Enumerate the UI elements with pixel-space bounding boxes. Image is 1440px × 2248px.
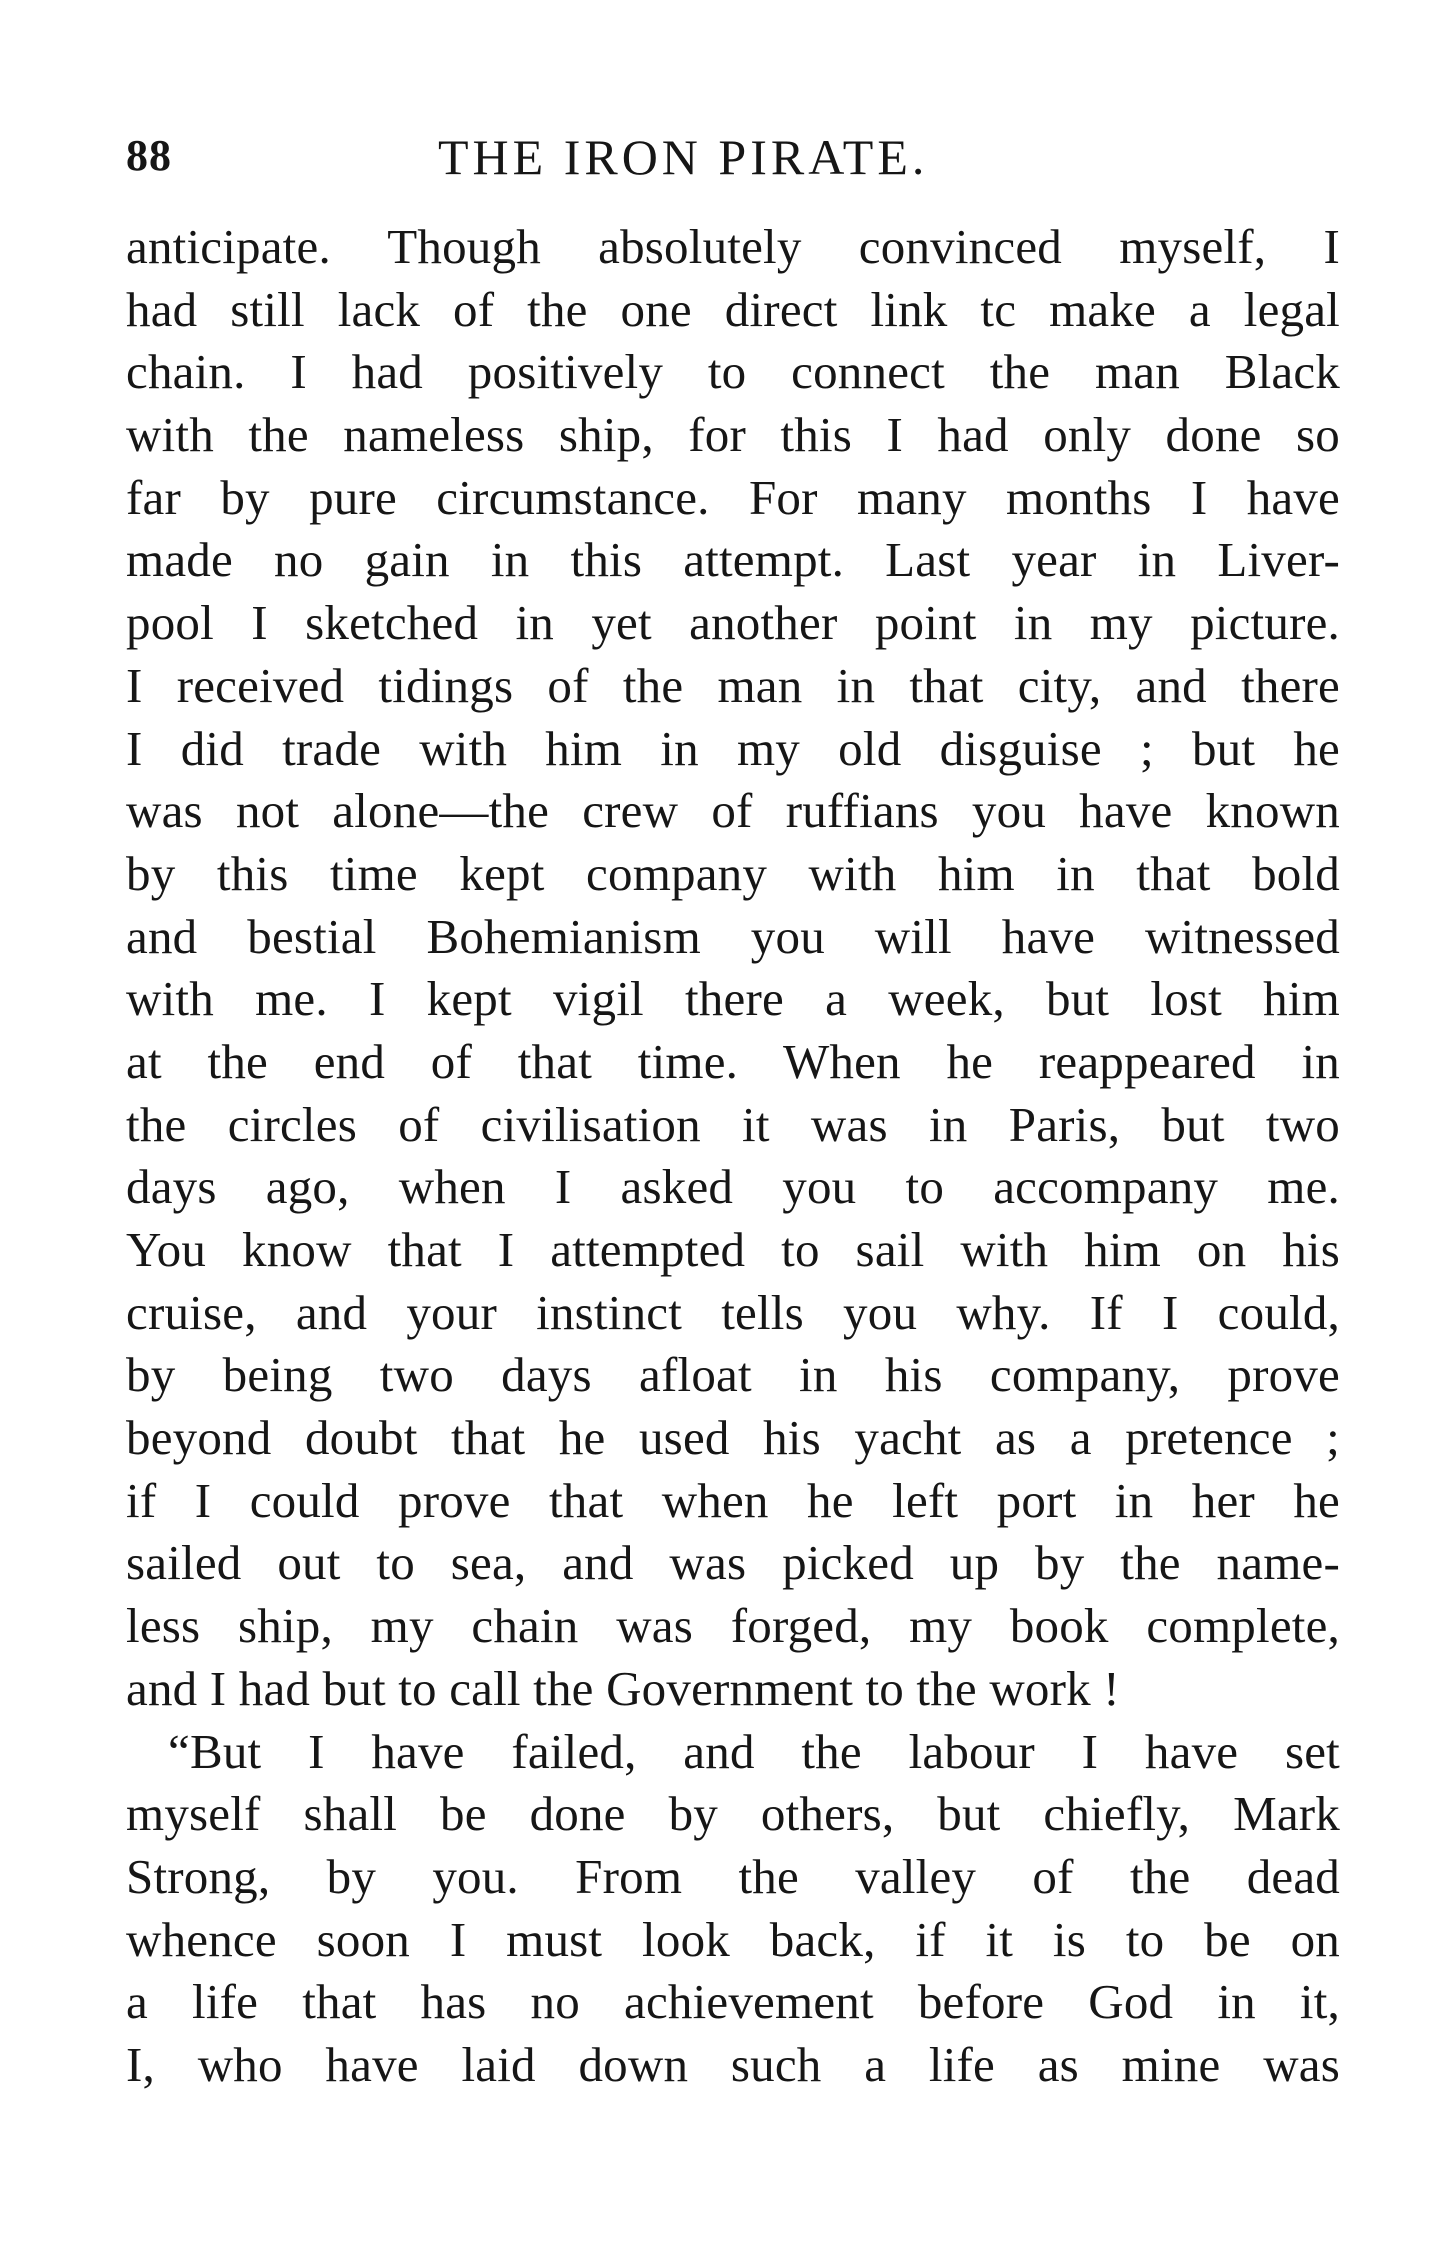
text-line: myself shall be done by others, but chiefly, Mark (126, 1786, 1340, 1842)
page-number: 88 (126, 131, 172, 180)
text-line: chain. I had positively to connect the man Black (126, 344, 1340, 400)
text-line: with me. I kept vigil there a week, but lost him (126, 971, 1340, 1027)
book-page (126, 120, 1340, 2097)
text-line: had still lack of the one direct link tc make a legal (126, 281, 1340, 337)
text-line: by being two days afloat in his company, prove (126, 1347, 1340, 1403)
running-head (126, 120, 1340, 216)
text-line: I received tidings of the man in that city, and there (126, 657, 1340, 713)
text-line: less ship, my chain was forged, my book complete, (126, 1598, 1340, 1654)
text-line: made no gain in this attempt. Last year in Liver- (126, 532, 1340, 588)
text-line: sailed out to sea, and was picked up by the name- (126, 1535, 1340, 1591)
text-line: a life that has no achievement before God in it, (126, 1974, 1340, 2030)
text-line: beyond doubt that he used his yacht as a pretence ; (126, 1410, 1340, 1466)
running-title: THE IRON PIRATE. (438, 129, 929, 185)
text-line: Strong, by you. From the valley of the dead (126, 1848, 1340, 1904)
text-line: cruise, and your instinct tells you why. If I could, (126, 1284, 1340, 1340)
text-line: I, who have laid down such a life as mine was (126, 2036, 1340, 2092)
text-line: the circles of civilisation it was in Paris, but two (126, 1096, 1340, 1152)
body-text (126, 216, 1340, 2097)
text-line: at the end of that time. When he reappeared in (126, 1033, 1340, 1089)
text-line-paragraph-end: and I had but to call the Government to the work ! (126, 1660, 1120, 1716)
text-line: by this time kept company with him in that bold (126, 845, 1340, 901)
text-line: was not alone—the crew of ruffians you have known (126, 783, 1340, 839)
text-line: with the nameless ship, for this I had only done so (126, 407, 1340, 463)
text-line: pool I sketched in yet another point in my picture. (126, 595, 1340, 651)
text-line: anticipate. Though absolutely convinced myself, I (126, 219, 1340, 274)
text-line: far by pure circumstance. For many months I have (126, 469, 1340, 525)
text-line: whence soon I must look back, if it is to be on (126, 1911, 1340, 1967)
text-line: and bestial Bohemianism you will have witnessed (126, 908, 1340, 964)
text-line: You know that I attempted to sail with him on his (126, 1222, 1340, 1277)
text-line-paragraph-start: “But I have failed, and the labour I have set (168, 1723, 1340, 1779)
text-line: days ago, when I asked you to accompany me. (126, 1159, 1340, 1215)
text-line: if I could prove that when he left port in her he (126, 1472, 1340, 1528)
text-line: I did trade with him in my old disguise ; but he (126, 720, 1340, 776)
